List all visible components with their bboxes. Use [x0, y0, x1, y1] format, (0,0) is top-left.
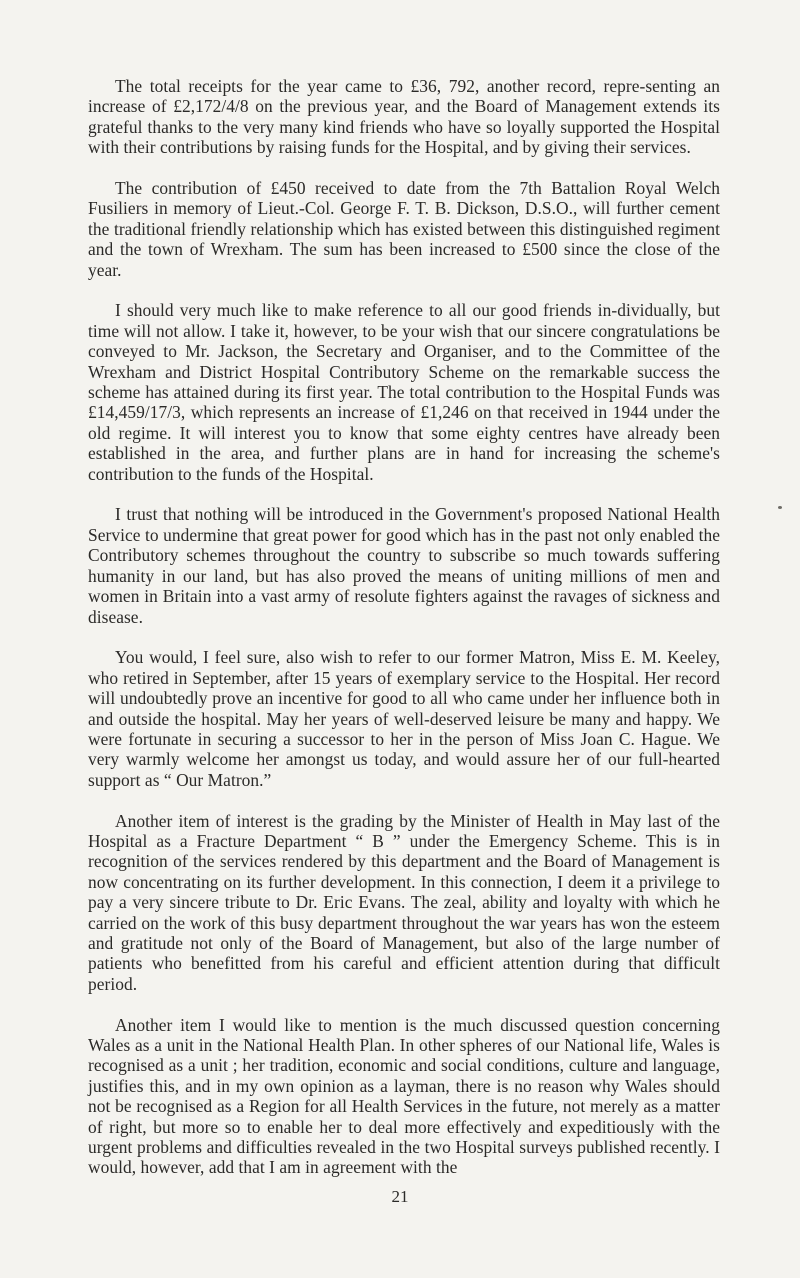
paragraph-receipts: The total receipts for the year came to £36, 792, another record, repre-senting an increase of £2,172/4/8 on the previous year, and the Board of Management extends its grateful thanks to the very many kind friends who have so loyally supported the Hospital with their contributions by raising funds for the Hospital, and by giving their services.: [88, 76, 720, 158]
paragraph-wales-unit: Another item I would like to mention is the much discussed question concerning Wales as a unit in the National Health Plan. In other spheres of our National life, Wales is recognised as a unit ; her tradition, economic and social conditions, culture and language, justifies this, and in my own opinion as a layman, there is no reason why Wales should not be recognised as a Region for all Health Services in the future, not merely as a matter of right, but more so to enable her to deal more effectively and expeditiously with the urgent problems and difficulties revealed in the two Hospital surveys published recently. I would, however, add that I am in agreement with the: [88, 1014, 720, 1178]
paragraph-fracture-department: Another item of interest is the grading by the Minister of Health in May last of the Hospital as a Fracture Department “ B ” under the Emergency Scheme. This is in recognition of the services rendered by this department and the Board of Management is now concentrating on its further development. In this connection, I deem it a privilege to pay a very sincere tribute to Dr. Eric Evans. The zeal, ability and loyalty with which he carried on the work of this busy department throughout the war years has won the esteem and gratitude not only of the Board of Management, but also of the large number of patients who benefitted from his careful and efficient attention during that difficult period.: [88, 810, 720, 994]
paragraph-fusiliers-contribution: The contribution of £450 received to date from the 7th Battalion Royal Welch Fusiliers in memory of Lieut.-Col. George F. T. B. Dickson, D.S.O., will further cement the traditional friendly relationship which has existed between this distinguished regiment and the town of Wrexham. The sum has been increased to £500 since the close of the year.: [88, 178, 720, 280]
paragraph-national-health-service: I trust that nothing will be introduced in the Government's proposed National Health Service to undermine that great power for good which has in the past not only enabled the Contributory schemes throughout the country to subscribe so much towards suffering humanity in our land, but has also proved the means of uniting millions of men and women in Britain into a vast army of resolute fighters against the ravages of sickness and disease.: [88, 504, 720, 627]
paragraph-matron: You would, I feel sure, also wish to refer to our former Matron, Miss E. M. Keeley, who retired in September, after 15 years of exemplary service to the Hospital. Her record will undoubtedly prove an incentive for good to all who came under her influence both in and outside the hospital. May her years of well-deserved leisure be many and happy. We were fortunate in securing a successor to her in the person of Miss Joan C. Hague. We very warmly welcome her amongst us today, and would assure her of our full-hearted support as “ Our Matron.”: [88, 647, 720, 790]
paragraph-contributory-scheme: I should very much like to make reference to all our good friends in-dividually, but time will not allow. I take it, however, to be your wish that our sincere congratulations be conveyed to Mr. Jackson, the Secretary and Organiser, and to the Committee of the Wrexham and District Hospital Contributory Scheme on the remarkable success the scheme has attained during its first year. The total contribution to the Hospital Funds was £14,459/17/3, which represents an increase of £1,246 on that received in 1944 under the old regime. It will interest you to know that some eighty centres have already been established in the area, and further plans are in hand for increasing the scheme's contribution to the funds of the Hospital.: [88, 300, 720, 484]
body-text: [88, 76, 720, 1198]
print-speck: [778, 506, 782, 509]
page-number: 21: [391, 1187, 409, 1206]
